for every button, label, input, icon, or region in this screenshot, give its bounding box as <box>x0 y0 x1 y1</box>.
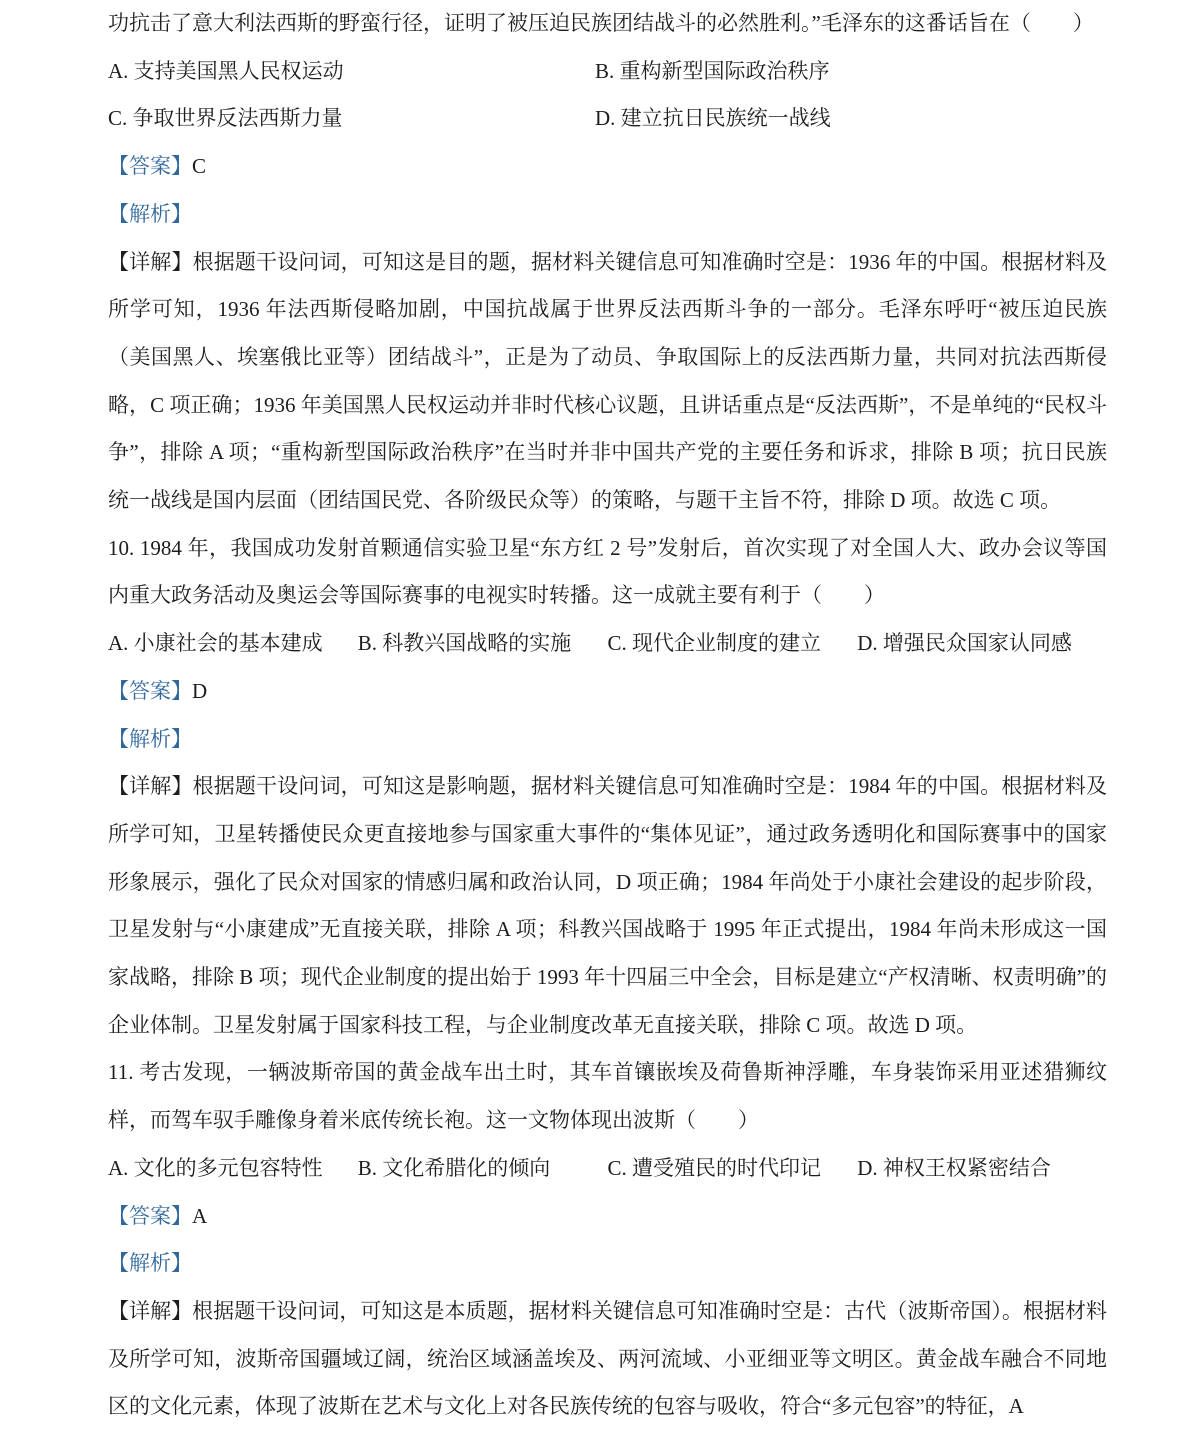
options-row <box>108 95 1107 143</box>
question-stem: 10. 1984 年，我国成功发射首颗通信实验卫星“东方红 2 号”发射后，首次实现了对全国人大、政办会议等国内重大政务活动及奥运会等国际赛事的电视实时转播。这一成就主要有利于（ ） <box>108 535 1107 608</box>
question-block-continuation <box>108 0 1107 525</box>
option-c: C. 现代企业制度的建立 <box>607 631 822 656</box>
option-b: B. 文化希腊化的倾向 <box>357 1155 551 1180</box>
answer-marker: 【答案】 <box>108 154 192 179</box>
answer-line <box>108 143 1107 191</box>
answer-value: A <box>192 1203 208 1228</box>
detail-paragraph: 【详解】根据题干设问词，可知这是目的题，据材料关键信息可知准确时空是：1936 年的中国。根据材料及所学可知，1936 年法西斯侵略加剧，中国抗战属于世界反法西斯斗争的一部分。毛泽东呼吁“被压迫民族（美国黑人、埃塞俄比亚等）团结战斗”，正是为了动员、争取国际上的反法西斯力量，共同对抗法西斯侵略，C 项正确；1936 年美国黑人民权运动并非时代核心议题，且讲话重点是“反法西斯”，不是单纯的“民权斗争”，排除 A 项；“重构新型国际政治秩序”在当时并非中国共产党的主要任务和诉求，排除 B 项；抗日民族统一战线是国内层面（团结国民党、各阶级民众等）的策略，与题干主旨不符，排除 D 项。故选 C 项。 <box>108 249 1107 513</box>
analysis-line <box>108 1240 1107 1288</box>
answer-marker: 【答案】 <box>108 678 192 703</box>
question-stem: 功抗击了意大利法西斯的野蛮行径，证明了被压迫民族团结战斗的必然胜利。”毛泽东的这番话旨在（ ） <box>108 11 1094 35</box>
option-d: D. 增强民众国家认同感 <box>857 631 1072 656</box>
detail-paragraph: 【详解】根据题干设问词，可知这是影响题，据材料关键信息可知准确时空是：1984 年的中国。根据材料及所学可知，卫星转播使民众更直接地参与国家重大事件的“集体见证”，通过政务透明化和国际赛事中的国家形象展示，强化了民众对国家的情感归属和政治认同，D 项正确；1984 年尚处于小康社会建设的起步阶段，卫星发射与“小康建成”无直接关联，排除 A 项；科教兴国战略于 1995 年正式提出，1984 年尚未形成这一国家战略，排除 B 项；现代企业制度的提出始于 1993 年十四届三中全会，目标是建立“产权清晰、权责明确”的企业体制。卫星发射属于国家科技工程，与企业制度改革无直接关联，排除 C 项。故选 D 项。 <box>108 774 1107 1037</box>
question-stem: 11. 考古发现，一辆波斯帝国的黄金战车出土时，其车首镶嵌埃及荷鲁斯神浮雕，车身装饰采用亚述猎狮纹样，而驾车驭手雕像身着米底传统长袍。这一文物体现出波斯（ ） <box>108 1060 1107 1133</box>
answer-line <box>108 1193 1107 1241</box>
answer-marker: 【答案】 <box>108 1203 192 1228</box>
analysis-line <box>108 191 1107 239</box>
option-a: A. 文化的多元包容特性 <box>108 1155 323 1180</box>
options-row <box>108 620 1107 668</box>
option-a: A. 支持美国黑人民权运动 <box>108 58 344 83</box>
analysis-marker: 【解析】 <box>108 201 192 226</box>
question-block-11 <box>108 1049 1107 1431</box>
option-d: D. 神权王权紧密结合 <box>857 1155 1051 1180</box>
option-b: B. 科教兴国战略的实施 <box>357 631 572 656</box>
question-block-10 <box>108 525 1107 1050</box>
exam-document-page <box>108 0 1107 1431</box>
options-row <box>108 1145 1107 1193</box>
option-a: A. 小康社会的基本建成 <box>108 631 323 656</box>
options-row <box>108 48 1107 96</box>
analysis-line <box>108 716 1107 764</box>
answer-value: C <box>192 154 207 179</box>
option-b: B. 重构新型国际政治秩序 <box>595 58 830 83</box>
analysis-marker: 【解析】 <box>108 1251 192 1276</box>
answer-line <box>108 668 1107 716</box>
detail-paragraph: 【详解】根据题干设问词，可知这是本质题，据材料关键信息可知准确时空是：古代（波斯帝国）。根据材料及所学可知，波斯帝国疆域辽阔，统治区域涵盖埃及、两河流域、小亚细亚等文明区。黄金战车融合不同地区的文化元素，体现了波斯在艺术与文化上对各民族传统的包容与吸收，符合“多元包容”的特征，A <box>108 1298 1107 1419</box>
option-c: C. 遭受殖民的时代印记 <box>607 1155 822 1180</box>
option-d: D. 建立抗日民族统一战线 <box>595 106 831 131</box>
analysis-marker: 【解析】 <box>108 726 192 751</box>
answer-value: D <box>192 678 208 703</box>
option-c: C. 争取世界反法西斯力量 <box>108 106 343 131</box>
